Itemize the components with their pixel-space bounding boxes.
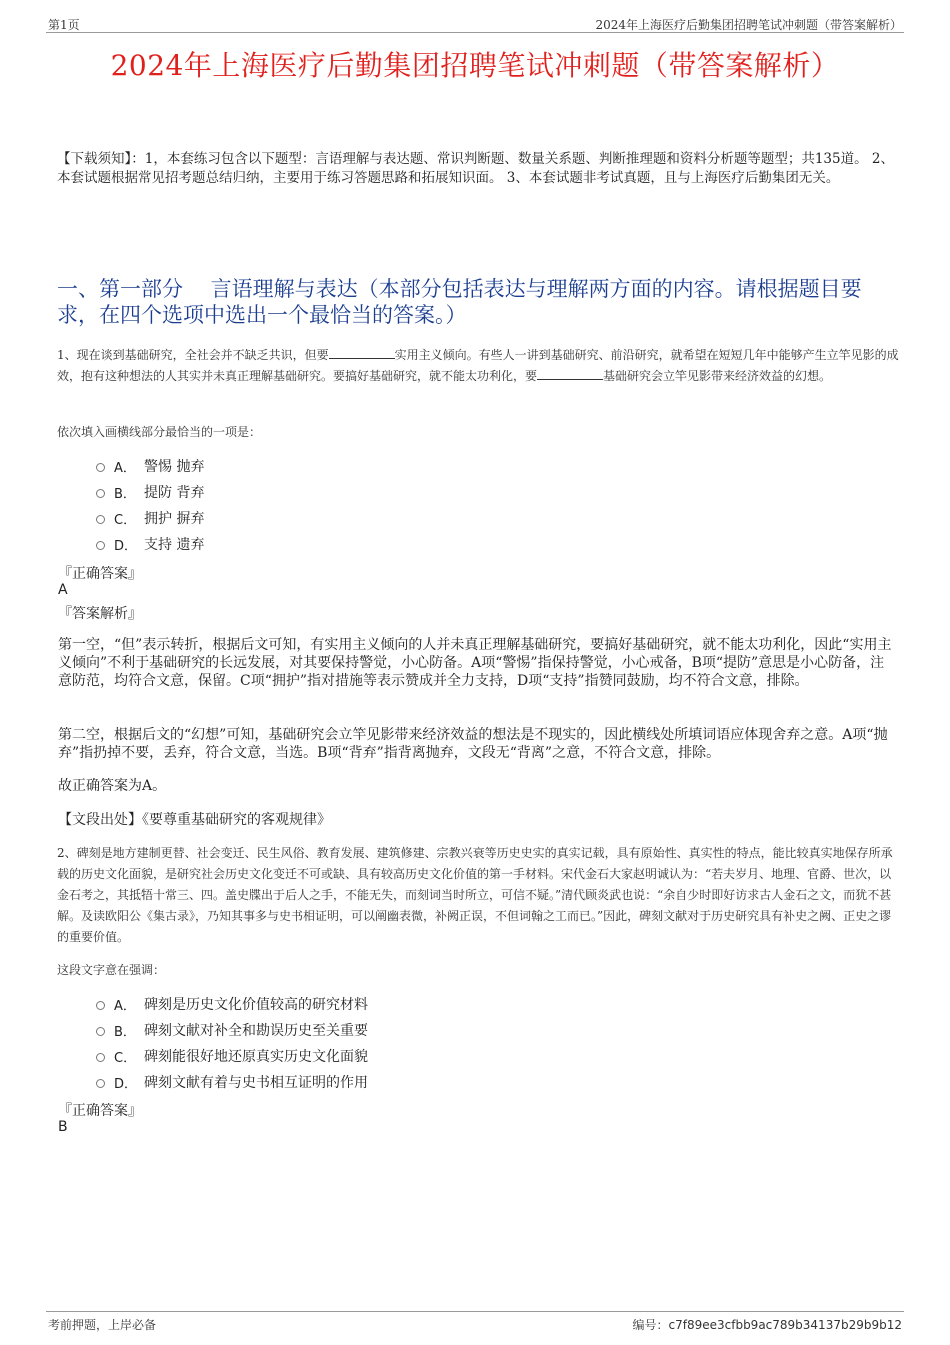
option-d[interactable] <box>96 1069 368 1095</box>
option-letter: C． <box>114 512 137 528</box>
option-a[interactable] <box>96 453 204 479</box>
option-text: 碑刻能很好地还原真实历史文化面貌 <box>144 1049 368 1065</box>
option-text: 碑刻文献有着与史书相互证明的作用 <box>144 1075 368 1091</box>
option-c[interactable] <box>96 1043 368 1069</box>
radio-icon[interactable] <box>96 515 105 524</box>
option-text: 提防 背弃 <box>144 485 205 501</box>
question-2-options <box>96 991 368 1095</box>
stem-part: 基础研究会立竿见影带来经济效益的幻想。 <box>603 369 832 383</box>
fill-blank <box>329 347 395 359</box>
option-letter: C． <box>114 1050 137 1066</box>
analysis-conclusion: 故正确答案为A。 <box>58 778 167 794</box>
radio-icon[interactable] <box>96 489 105 498</box>
option-letter: D． <box>114 538 138 554</box>
analysis-paragraph: 第一空，“但”表示转折，根据后文可知，有实用主义倾向的人并未真正理解基础研究，要搞好基础研究，就不能太功利化，因此“实用主义倾向”不利于基础研究的长远发展，对其要保持警觉，小心防备。A项“警惕”指保持警觉，小心戒备，B项“提防”意思是小心防备，注意防范，均符合文意，保留。C项“拥护”指对措施等表示赞成并全力支持，D项“支持”指赞同鼓励，均不符合文意，排除。 <box>58 637 892 689</box>
option-text: 警惕 抛弃 <box>144 459 205 475</box>
option-a[interactable] <box>96 991 368 1017</box>
answer-value: A <box>58 582 68 598</box>
option-letter: B． <box>114 486 136 502</box>
radio-icon[interactable] <box>96 1027 105 1036</box>
option-letter: D． <box>114 1076 138 1092</box>
option-b[interactable] <box>96 1017 368 1043</box>
code-value: c7f89ee3cfbb9ac789b34137b29b9b12 <box>668 1318 902 1332</box>
option-letter: A． <box>114 460 136 476</box>
footer-code <box>632 1316 902 1333</box>
question-1-stem <box>57 345 901 387</box>
option-text: 碑刻文献对补全和勘误历史至关重要 <box>144 1023 368 1039</box>
question-2-prompt: 这段文字意在强调： <box>57 963 166 977</box>
option-letter: B． <box>114 1024 136 1040</box>
page-title: 2024年上海医疗后勤集团招聘笔试冲刺题（带答案解析） <box>110 49 840 82</box>
radio-icon[interactable] <box>96 1001 105 1010</box>
stem-part: 实用主义倾向。有些人一讲到基础研究、前沿研究，就希望在短短几年中能够产生立竿见影的成效，抱有这种想法的人其实并未真正理解基础研究。要搞好基础研究，就不能太功利化，要 <box>57 348 899 383</box>
radio-icon[interactable] <box>96 1053 105 1062</box>
section-title: 一、第一部分 言语理解与表达（本部分包括表达与理解两方面的内容。请根据题目要求，在四个选项中选出一个最恰当的答案。） <box>57 277 862 327</box>
radio-icon[interactable] <box>96 1079 105 1088</box>
page-header <box>46 14 904 33</box>
download-notice: 【下载须知】：1，本套练习包含以下题型：言语理解与表达题、常识判断题、数量关系题、判断推理题和资料分析题等题型；共135道。 2、本套试题根据常见招考题总结归纳，主要用于练习答题思路和拓展知识面。 3、本套试题非考试真题，且与上海医疗后勤集团无关。 <box>57 151 894 186</box>
option-text: 支持 遗弃 <box>144 537 205 553</box>
stem-part: 1、现在谈到基础研究，全社会并不缺乏共识，但要 <box>57 348 329 362</box>
page-number: 第1页 <box>48 18 80 32</box>
code-label: 编号： <box>632 1318 669 1332</box>
page-footer <box>46 1311 904 1332</box>
answer-value: B <box>58 1119 68 1135</box>
option-c[interactable] <box>96 505 204 531</box>
question-2-stem: 2、碑刻是地方建制更替、社会变迁、民生风俗、教育发展、建筑修建、宗教兴衰等历史史实的真实记载，具有原始性、真实性的特点，能比较真实地保存所承载的历史文化面貌，是研究社会历史文化变迁不可或缺、具有较高历史文化价值的第一手材料。宋代金石大家赵明诚认为：“若夫岁月、地理、官爵、世次，以金石考之，其抵牾十常三、四。盖史牒出于后人之手，不能无失，而刻词当时所立，可信不疑。”清代顾炎武也说：“余自少时即好访求古人金石之文，而犹不甚解。及读欧阳公《集古录》，乃知其事多与史书相证明，可以阐幽表微，补阙正误，不但词翰之工而已。”因此，碑刻文献对于历史研究具有补史之阙、正史之谬的重要价值。 <box>57 846 893 944</box>
option-d[interactable] <box>96 531 204 557</box>
source-citation: 【文段出处】《要尊重基础研究的客观规律》 <box>58 812 331 828</box>
option-text: 拥护 摒弃 <box>144 511 205 527</box>
radio-icon[interactable] <box>96 541 105 550</box>
fill-blank <box>537 368 603 380</box>
option-letter: A． <box>114 998 136 1014</box>
analysis-label: 『答案解析』 <box>58 606 142 622</box>
question-1-prompt: 依次填入画横线部分最恰当的一项是： <box>57 425 262 439</box>
header-doc-title: 2024年上海医疗后勤集团招聘笔试冲刺题（带答案解析） <box>595 18 902 32</box>
analysis-paragraph: 第二空，根据后文的“幻想”可知，基础研究会立竿见影带来经济效益的想法是不现实的，因此横线处所填词语应体现舍弃之意。A项“抛弃”指扔掉不要，丢弃，符合文意，当选。B项“背弃”指背离抛弃，文段无“背离”之意，不符合文意，排除。 <box>58 727 888 761</box>
footer-slogan: 考前押题，上岸必备 <box>48 1318 157 1332</box>
answer-label: 『正确答案』 <box>58 566 142 582</box>
radio-icon[interactable] <box>96 463 105 472</box>
question-1-options <box>96 453 204 557</box>
option-b[interactable] <box>96 479 204 505</box>
option-text: 碑刻是历史文化价值较高的研究材料 <box>144 997 368 1013</box>
answer-label: 『正确答案』 <box>58 1103 142 1119</box>
